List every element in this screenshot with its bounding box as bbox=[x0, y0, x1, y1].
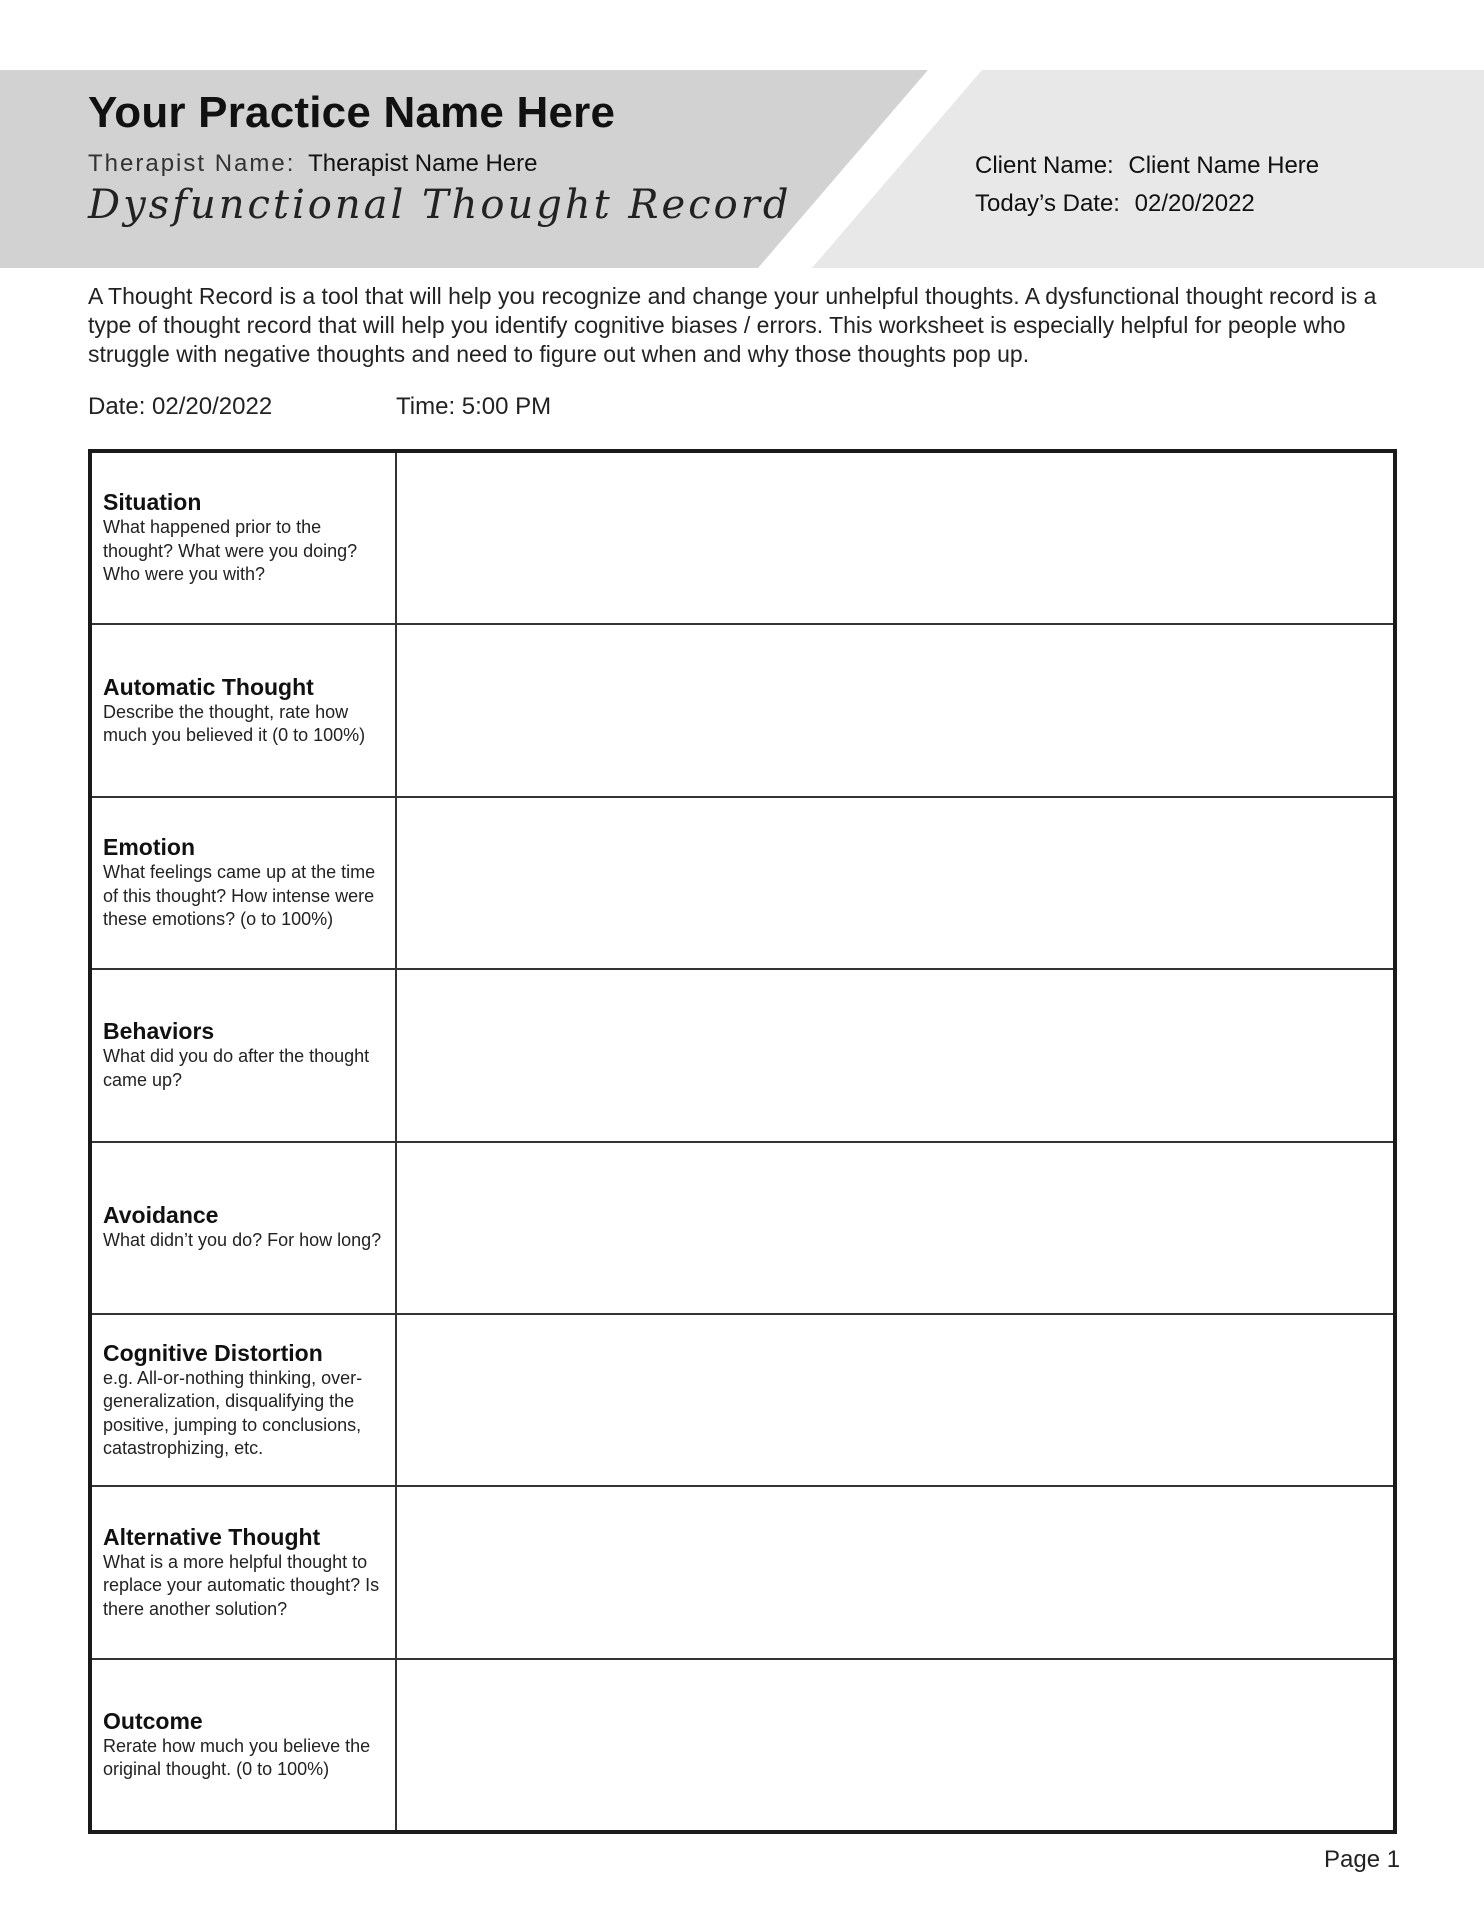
row-behaviors bbox=[92, 970, 1393, 1142]
row-description: What did you do after the thought came up? bbox=[103, 1046, 370, 1090]
row-title: Avoidance bbox=[103, 1202, 219, 1229]
alternative-thought-entry-field[interactable] bbox=[397, 1487, 1393, 1657]
client-name-label: Client Name: bbox=[975, 152, 1114, 179]
therapist-name-label: Therapist Name: bbox=[88, 150, 296, 177]
emotion-entry-field[interactable] bbox=[397, 798, 1393, 968]
client-name-row bbox=[975, 152, 1319, 180]
thought-record-table bbox=[88, 449, 1397, 1834]
row-description: What is a more helpful thought to replace your automatic thought? Is there another solution? bbox=[103, 1551, 380, 1619]
row-automatic-thought bbox=[92, 625, 1393, 797]
row-label-cell bbox=[92, 625, 397, 795]
row-title: Emotion bbox=[103, 834, 195, 861]
record-date-value: 02/20/2022 bbox=[152, 393, 273, 420]
row-description: What happened prior to the thought? What were you doing? Who were you with? bbox=[103, 517, 358, 585]
outcome-entry-field[interactable] bbox=[397, 1660, 1393, 1830]
row-title: Situation bbox=[103, 489, 202, 516]
row-label-cell bbox=[92, 1660, 397, 1830]
row-situation bbox=[92, 453, 1393, 625]
row-label-cell bbox=[92, 798, 397, 968]
avoidance-entry-field[interactable] bbox=[397, 1143, 1393, 1313]
therapist-name-row bbox=[88, 150, 538, 178]
todays-date-label: Today’s Date: bbox=[975, 190, 1120, 217]
todays-date-row bbox=[975, 190, 1255, 218]
row-description: What feelings came up at the time of this thought? How intense were these emotions? (o to 100%) bbox=[103, 862, 376, 930]
record-time bbox=[396, 393, 551, 421]
row-description: What didn’t you do? For how long? bbox=[103, 1230, 382, 1251]
row-alternative-thought bbox=[92, 1487, 1393, 1659]
row-label-cell bbox=[92, 1315, 397, 1485]
client-name-value: Client Name Here bbox=[1128, 152, 1320, 179]
row-cognitive-distortion bbox=[92, 1315, 1393, 1487]
situation-entry-field[interactable] bbox=[397, 453, 1393, 623]
page-number: Page 1 bbox=[1324, 1846, 1401, 1873]
row-outcome bbox=[92, 1660, 1393, 1830]
practice-name: Your Practice Name Here bbox=[88, 88, 616, 137]
record-time-value: 5:00 PM bbox=[461, 393, 552, 420]
record-date-label: Date: bbox=[88, 393, 146, 420]
row-emotion bbox=[92, 798, 1393, 970]
row-title: Alternative Thought bbox=[103, 1523, 321, 1550]
row-description: e.g. All-or-nothing thinking, over-generalization, disqualifying the positive, jumping to conclusions, catastrophizing, etc. bbox=[103, 1367, 363, 1459]
todays-date-value: 02/20/2022 bbox=[1134, 190, 1255, 217]
record-time-label: Time: bbox=[396, 393, 456, 420]
row-label-cell bbox=[92, 1487, 397, 1657]
intro-paragraph: A Thought Record is a tool that will help you recognize and change your unhelpful thoughts. A dysfunctional thought record is a type of thought record that will help you identify cognitive biases / errors. This worksheet is especially helpful for people who struggle with negative thoughts and need to figure out when and why those thoughts pop up. bbox=[88, 283, 1377, 367]
row-title: Behaviors bbox=[103, 1018, 215, 1045]
row-title: Outcome bbox=[103, 1707, 203, 1734]
therapist-name-value: Therapist Name Here bbox=[308, 150, 538, 177]
document-title: Dysfunctional Thought Record bbox=[88, 182, 792, 228]
row-description: Rerate how much you believe the original thought. (0 to 100%) bbox=[103, 1735, 371, 1780]
row-title: Automatic Thought bbox=[103, 673, 314, 700]
row-label-cell bbox=[92, 970, 397, 1140]
row-title: Cognitive Distortion bbox=[103, 1339, 323, 1366]
row-label-cell bbox=[92, 1143, 397, 1313]
row-label-cell bbox=[92, 453, 397, 623]
cognitive-distortion-entry-field[interactable] bbox=[397, 1315, 1393, 1485]
record-date bbox=[88, 393, 272, 421]
automatic-thought-entry-field[interactable] bbox=[397, 625, 1393, 795]
behaviors-entry-field[interactable] bbox=[397, 970, 1393, 1140]
row-avoidance bbox=[92, 1143, 1393, 1315]
row-description: Describe the thought, rate how much you believed it (0 to 100%) bbox=[103, 701, 366, 746]
